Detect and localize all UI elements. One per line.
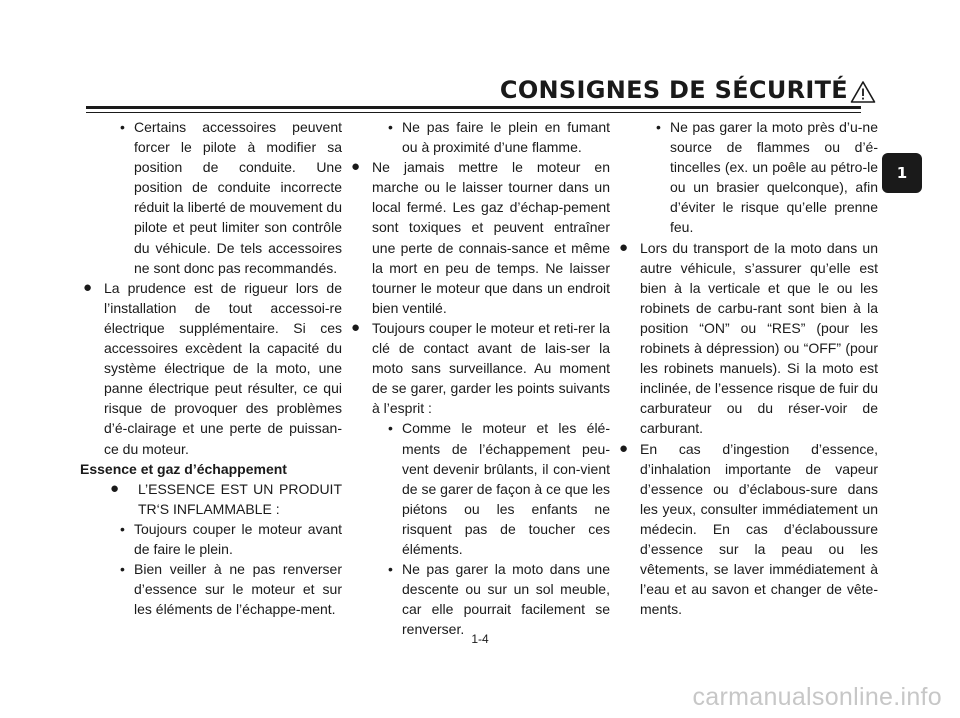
bullet-item: ● Lors du transport de la moto dans un autre véhicule, s’assurer qu’elle est bien à la verticale et que le ou les robinets de carbu-rant sont bien à la position “ON” ou “RES” (pour les robinets à dépression) ou “OFF” (pour les robinets manuels). Si la moto est inclinée, de l’essence risque de fuir du carburateur ou du réser-voir de carburant. — [616, 238, 878, 439]
warning-triangle-icon — [850, 80, 876, 104]
bullet-item: ● L’ESSENCE EST UN PRODUIT TR‘S INFLAMMABLE : — [80, 479, 342, 519]
page-title: CONSIGNES DE SÉCURITÉ — [499, 76, 848, 104]
page-number: 1-4 — [471, 632, 489, 646]
header-rule-thick — [86, 106, 861, 109]
header-rule-thin — [86, 112, 861, 113]
sub-bullet-item: • Ne pas garer la moto près d’u-ne source de flammes ou d’é-tincelles (ex. un poêle au pétro-le ou un brasier quelconque), afin d’éviter le risque qu’elle prenne feu. — [616, 117, 878, 238]
bullet-item: ● Ne jamais mettre le moteur en marche ou le laisser tourner dans un local fermé. Les gaz d’échap-pement sont toxiques et peuvent entraîner une perte de connais-sance et même la mort en peu de temps. Ne laisser tourner le moteur que dans un endroit bien ventilé. — [348, 157, 610, 318]
chapter-tab: 1 — [882, 153, 922, 193]
bullet-item: ● En cas d’ingestion d’essence, d’inhalation importante de vapeur d’essence ou d’éclabous-sure dans les yeux, consulter immédiatement un médecin. En cas d’éclaboussure d’essence sur la peau ou les vêtements, se laver immédiatement à l’eau et au savon et changer de vête-ments. — [616, 439, 878, 620]
bullet-item: ● Toujours couper le moteur et reti-rer la clé de contact avant de lais-ser la moto sans surveillance. Au moment de se garer, garder les points suivants à l’esprit : — [348, 318, 610, 418]
sub-bullet-item: • Bien veiller à ne pas renverser d’essence sur le moteur et sur les éléments de l’échappe-ment. — [80, 559, 342, 619]
watermark: carmanualsonline.info — [692, 683, 942, 711]
bullet-item: ● La prudence est de rigueur lors de l’installation de tout accessoi-re électrique supplémentaire. Si ces accessoires excèdent la capacité du système électrique de la moto, une panne électrique peut résulter, ce qui risque de provoquer des problèmes d’é-clairage et une perte de puissan-ce du moteur. — [80, 278, 342, 459]
sub-bullet-item: • Ne pas faire le plein en fumant ou à proximité d’une flamme. — [348, 117, 610, 157]
section-heading: Essence et gaz d’échappement — [80, 460, 287, 477]
sub-bullet-item: • Certains accessoires peuvent forcer le pilote à modifier sa position de conduite. Une position de conduite incorrecte réduit la liberté de mouvement du pilote et peut limiter son contrôle du véhicule. De tels accessoires ne sont donc pas recommandés. — [80, 117, 342, 278]
sub-bullet-item: • Toujours couper le moteur avant de faire le plein. — [80, 519, 342, 559]
sub-bullet-item: • Comme le moteur et les élé-ments de l’échappement peu-vent devenir brûlants, il con-vient de se garer de façon à ce que les piétons ou les enfants ne risquent pas de toucher ces éléments. — [348, 418, 610, 559]
column-3 — [616, 117, 878, 619]
column-1 — [80, 117, 342, 619]
column-2 — [348, 117, 610, 639]
sub-bullet-item: • Ne pas garer la moto dans une descente ou sur un sol meuble, car elle pourrait facilement se renverser. — [348, 559, 610, 639]
